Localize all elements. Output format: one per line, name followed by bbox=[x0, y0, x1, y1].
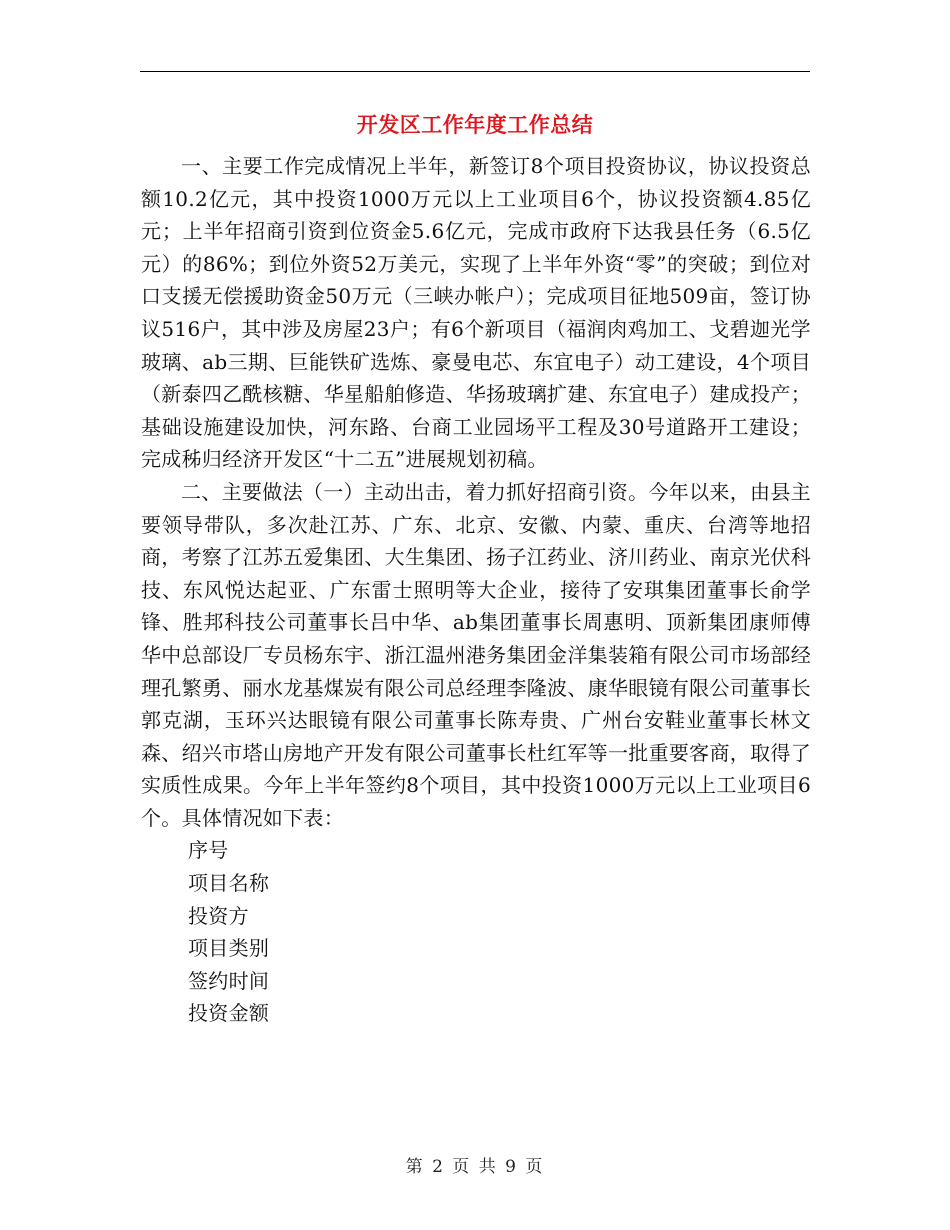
table-header-investor: 投资方 bbox=[188, 903, 249, 928]
table-header-list bbox=[141, 834, 811, 1030]
document-title: 开发区工作年度工作总结 bbox=[356, 113, 594, 137]
paragraph-main-practices: 二、主要做法（一）主动出击，着力抓好招商引资。今年以来，由县主要领导带队，多次赴江苏、广东、北京、安徽、内蒙、重庆、台湾等地招商，考察了江苏五爱集团、大生集团、扬子江药业、济川药业、南京光伏科技、东风悦达起亚、广东雷士照明等大企业，接待了安琪集团董事长俞学锋、胜邦科技公司董事长吕中华、ab集团董事长周惠明、顶新集团康师傅华中总部设厂专员杨东宇、浙江温州港务集团金洋集装箱有限公司市场部经理孔繁勇、丽水龙基煤炭有限公司总经理李隆波、康华眼镜有限公司董事长郭克湖，玉环兴达眼镜有限公司董事长陈寿贵、广州台安鞋业董事长林文森、绍兴市塔山房地产开发有限公司董事长杜红军等一批重要客商，取得了实质性成果。今年上半年签约8个项目，其中投资1000万元以上工业项目6个。具体情况如下表： bbox=[141, 479, 811, 830]
table-header-investment-amount: 投资金额 bbox=[188, 1001, 270, 1026]
table-header-signing-date: 签约时间 bbox=[188, 968, 270, 993]
table-header-serial: 序号 bbox=[188, 838, 229, 863]
paragraph-work-completion: 一、主要工作完成情况上半年，新签订8个项目投资协议，协议投资总额10.2亿元，其中投资1000万元以上工业项目6个，协议投资额4.85亿元；上半年招商引资到位资金5.6亿元，完成市政府下达我县任务（6.5亿元）的86%；到位外资52万美元，实现了上半年外资“零”的突破；到位对口支援无偿援助资金50万元（三峡办帐户）；完成项目征地509亩，签订协议516户，其中涉及房屋23户；有6个新项目（福润肉鸡加工、戈碧迦光学玻璃、ab三期、巨能铁矿选炼、豪曼电芯、东宜电子）动工建设，4个项目（新泰四乙酰核糖、华星船舶修造、华扬玻璃扩建、东宜电子）建成投产；基础设施建设加快，河东路、台商工业园场平工程及30号道路开工建设；完成秭归经济开发区“十二五”进展规划初稿。 bbox=[141, 154, 811, 472]
page-number-footer: 第 2 页 共 9 页 bbox=[405, 1157, 545, 1177]
document-body bbox=[141, 150, 811, 1030]
header-rule bbox=[140, 71, 810, 72]
table-header-project-name: 项目名称 bbox=[188, 871, 270, 896]
table-header-project-category: 项目类别 bbox=[188, 936, 270, 961]
